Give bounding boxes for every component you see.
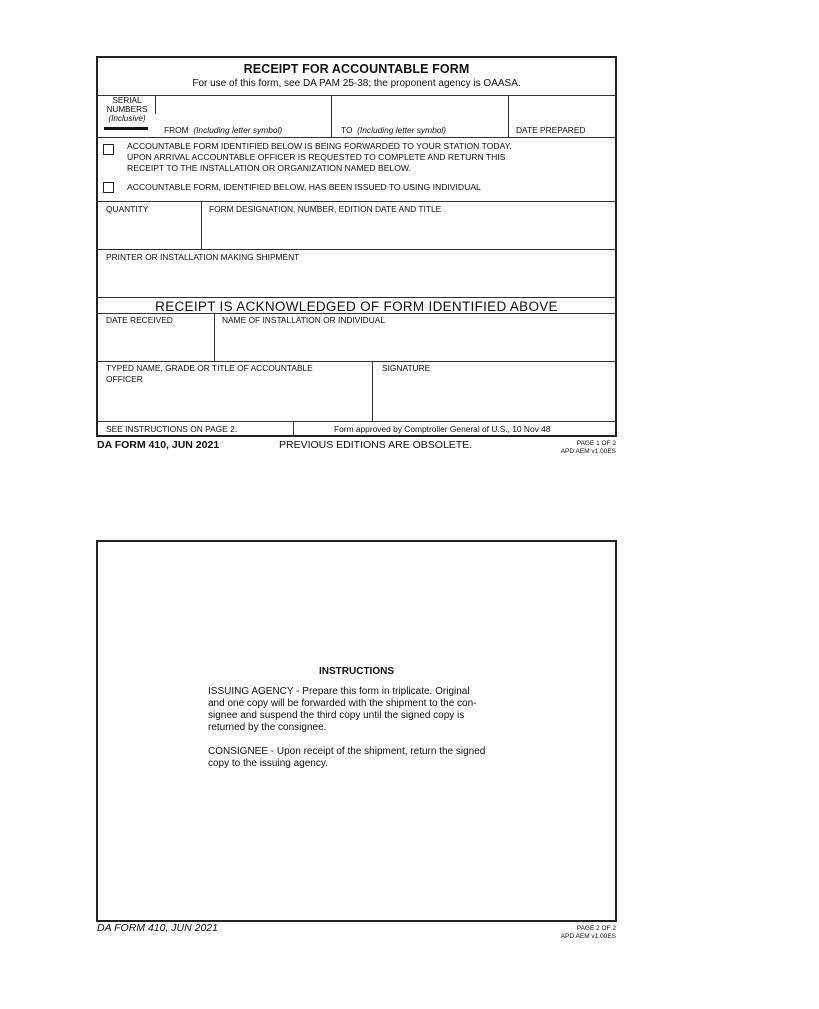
instructions-title: INSTRUCTIONS: [319, 666, 394, 677]
date-prepared-label[interactable]: DATE PREPARED: [516, 125, 586, 135]
checkbox-section: [98, 138, 615, 201]
receipt-acknowledged-title: RECEIPT IS ACKNOWLEDGED OF FORM IDENTIFIED ABOVE: [155, 299, 558, 314]
divider: [155, 96, 156, 114]
quantity-label[interactable]: QUANTITY: [106, 204, 149, 214]
form-subtitle: For use of this form, see DA PAM 25-38; the proponent agency is OAASA.: [192, 78, 521, 89]
divider: [201, 201, 202, 249]
divider: [98, 361, 615, 362]
page2-form-id: DA FORM 410, JUN 2021: [97, 922, 218, 934]
page1-page-info: PAGE 1 OF 2 APD AEM v1.00ES: [560, 440, 616, 455]
issued-checkbox[interactable]: [103, 182, 114, 193]
divider: [214, 313, 215, 361]
divider: [372, 361, 373, 421]
divider: [293, 421, 294, 437]
page2-page-info: PAGE 2 OF 2 APD AEM v1.00ES: [560, 925, 616, 940]
see-instructions-text: SEE INSTRUCTIONS ON PAGE 2.: [106, 424, 238, 434]
divider: [98, 201, 615, 202]
form-header: [98, 58, 615, 96]
serial-numbers-label: SERIAL NUMBERS (Inclusive): [106, 96, 148, 123]
signature-label[interactable]: SIGNATURE: [382, 363, 431, 373]
to-field-label[interactable]: TO (Including letter symbol): [341, 125, 447, 135]
form-title: RECEIPT FOR ACCOUNTABLE FORM: [243, 62, 470, 76]
issuing-agency-paragraph: ISSUING AGENCY - Prepare this form in triplicate. Original and one copy will be forwarded with the shipment to the con- signee and suspend the third copy until the signed copy is returned by the consignee.: [208, 686, 477, 733]
typed-name-label[interactable]: TYPED NAME, GRADE OR TITLE OF ACCOUNTABLE OFFICER: [106, 363, 313, 384]
name-installation-label[interactable]: NAME OF INSTALLATION OR INDIVIDUAL: [222, 315, 386, 325]
date-received-label[interactable]: DATE RECEIVED: [106, 315, 173, 325]
divider: [98, 249, 615, 250]
serial-underline: [104, 127, 148, 130]
divider: [98, 421, 615, 422]
forwarded-checkbox[interactable]: [103, 144, 114, 155]
serial-numbers-row: [98, 96, 615, 138]
page1-form-id: DA FORM 410, JUN 2021: [97, 439, 220, 451]
issued-checkbox-text: ACCOUNTABLE FORM, IDENTIFIED BELOW, HAS BEEN ISSUED TO USING INDIVIDUAL: [127, 182, 481, 192]
divider: [98, 313, 615, 314]
divider: [98, 297, 615, 298]
instructions-box: [96, 540, 617, 922]
receipt-form: [96, 56, 617, 437]
printer-label[interactable]: PRINTER OR INSTALLATION MAKING SHIPMENT: [106, 252, 300, 262]
form-designation-label[interactable]: FORM DESIGNATION, NUMBER, EDITION DATE AND TITLE: [209, 204, 442, 214]
consignee-paragraph: CONSIGNEE - Upon receipt of the shipment, return the signed copy to the issuing agency.: [208, 746, 486, 769]
from-field-label[interactable]: FROM (Including letter symbol): [164, 125, 283, 135]
divider: [331, 96, 332, 137]
divider: [508, 96, 509, 137]
obsolete-notice: PREVIOUS EDITIONS ARE OBSOLETE.: [279, 439, 473, 451]
forwarded-checkbox-text: ACCOUNTABLE FORM IDENTIFIED BELOW IS BEING FORWARDED TO YOUR STATION TODAY. UPON ARRIVAL ACCOUNTABLE OFFICER IS REQUESTED TO COMPLETE AND RETURN THIS RECEIPT TO THE INSTALLATION OR ORGANIZATION NAMED BELOW.: [127, 141, 512, 173]
approved-by-text: Form approved by Comptroller General of U.S., 10 Nov 48: [334, 424, 551, 434]
